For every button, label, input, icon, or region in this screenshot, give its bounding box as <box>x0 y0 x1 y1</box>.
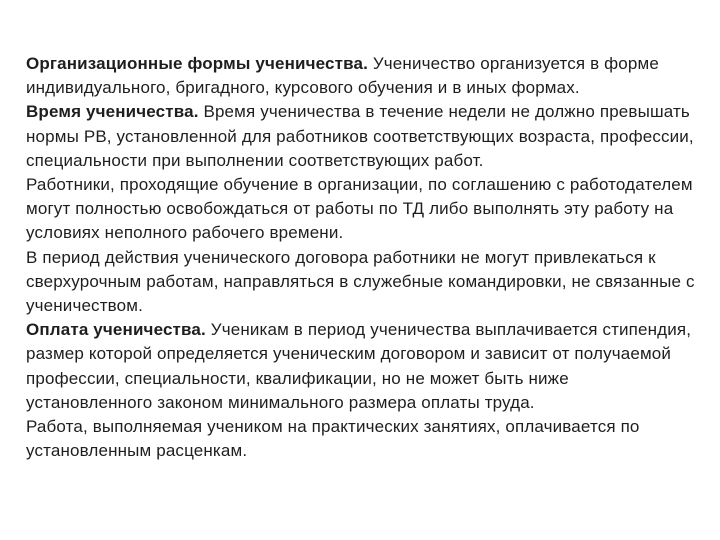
paragraph-text: Ученичество организуется в форме индивидуального, бригадного, курсового обучения и в иных формах. <box>26 54 659 98</box>
paragraph-text: Время ученичества в течение недели не должно превышать нормы РВ, установленной для работников соответствующих возраста, профессии, специальности при выполнении соответствующих работ. <box>26 102 694 170</box>
paragraph-release-from-work <box>26 173 698 246</box>
paragraph-training-payment <box>26 318 698 415</box>
paragraph-text: В период действия ученического договора работники не могут привлекаться к сверхурочным работам, направляться в служебные командировки, не связанные с ученичеством. <box>26 247 695 316</box>
paragraph-practical-work-pay <box>26 415 698 463</box>
heading-training-payment: Оплата ученичества. <box>26 320 206 340</box>
paragraph-training-time <box>26 100 698 173</box>
paragraph-text: Работа, выполняемая учеником на практических занятиях, оплачивается по установленным расценкам. <box>26 417 640 461</box>
text-body <box>26 52 698 463</box>
paragraph-organizational-forms <box>26 52 698 100</box>
paragraph-text: Работники, проходящие обучение в организации, по соглашению с работодателем могут полностью освобождаться от работы по ТД либо выполнять эту работу на условиях неполного рабочего времени. <box>26 175 693 243</box>
heading-organizational-forms: Организационные формы ученичества. <box>26 54 368 73</box>
paragraph-overtime-restriction <box>26 246 698 319</box>
paragraph-text: Ученикам в период ученичества выплачивается стипендия, размер которой определяется ученическим договором и зависит от получаемой профессии, специальности, квалификации, но не может быть ниже установленного законом минимального размера оплаты труда. <box>26 320 692 412</box>
heading-training-time: Время ученичества. <box>26 102 199 122</box>
